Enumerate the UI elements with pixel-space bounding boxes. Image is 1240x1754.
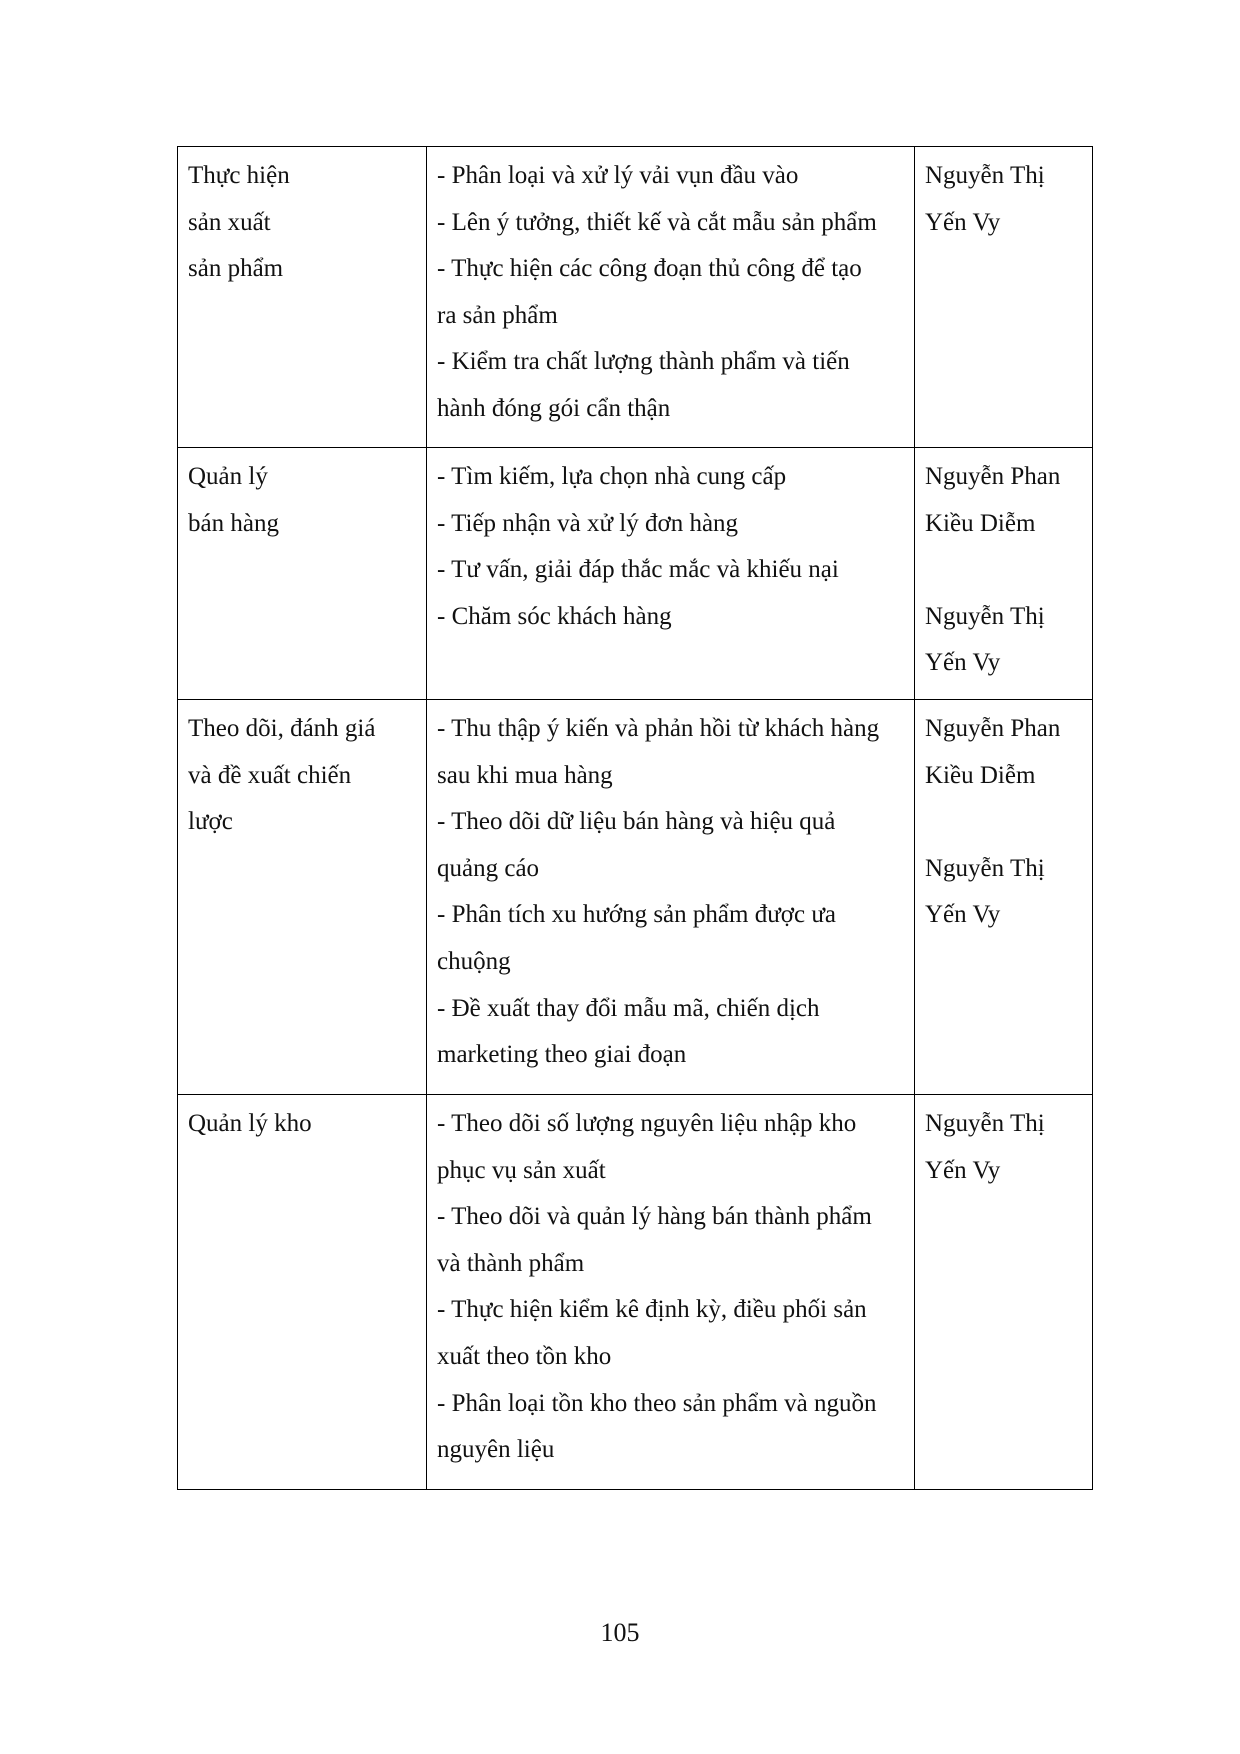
role-cell	[178, 1095, 427, 1490]
table-row	[178, 1095, 1093, 1490]
task-line: ra sản phẩm	[437, 301, 558, 329]
person-name: Yến Vy	[925, 649, 1001, 677]
table-row	[178, 147, 1093, 448]
table-row	[178, 700, 1093, 1095]
person-cell	[915, 1095, 1093, 1490]
role-cell	[178, 700, 427, 1095]
task-line: - Theo dõi dữ liệu bán hàng và hiệu quả	[437, 808, 836, 836]
task-line: - Thực hiện kiểm kê định kỳ, điều phối sản	[437, 1296, 867, 1324]
role-cell	[178, 147, 427, 448]
tasks-cell	[427, 1095, 915, 1490]
person-cell	[915, 448, 1093, 700]
task-line: - Thực hiện các công đoạn thủ công để tạo	[437, 255, 862, 283]
role-text: Quản lý kho	[188, 1110, 312, 1137]
person-name: Yến Vy	[925, 1156, 1001, 1184]
page-number: 105	[600, 1618, 640, 1647]
task-line: - Theo dõi và quản lý hàng bán thành phẩm	[437, 1203, 872, 1231]
person-name: Nguyễn Phan	[925, 463, 1061, 490]
task-line: và thành phẩm	[437, 1249, 585, 1277]
role-text: bán hàng	[188, 509, 279, 537]
person-name: Kiều Diễm	[925, 761, 1036, 789]
role-text: Quản lý	[188, 463, 268, 490]
role-cell	[178, 448, 427, 700]
tasks-cell	[427, 147, 915, 448]
task-line: - Đề xuất thay đổi mẫu mã, chiến dịch	[437, 994, 820, 1022]
task-line: - Phân tích xu hướng sản phẩm được ưa	[437, 901, 836, 929]
task-assignment-table	[177, 146, 1093, 1490]
person-name: Nguyễn Thị	[925, 1110, 1045, 1137]
task-line: nguyên liệu	[437, 1436, 555, 1464]
role-text: Theo dõi, đánh giá	[188, 715, 376, 742]
task-line: xuất theo tồn kho	[437, 1342, 612, 1370]
task-line: chuộng	[437, 947, 511, 975]
spacer	[925, 799, 1082, 846]
person-cell	[915, 147, 1093, 448]
person-cell	[915, 700, 1093, 1095]
task-line: - Phân loại và xử lý vải vụn đầu vào	[437, 162, 799, 189]
role-text: sản phẩm	[188, 255, 284, 283]
role-text: và đề xuất chiến	[188, 761, 352, 789]
task-line: - Chăm sóc khách hàng	[437, 602, 672, 630]
task-line: phục vụ sản xuất	[437, 1156, 606, 1184]
person-name: Yến Vy	[925, 208, 1001, 236]
task-line: - Tư vấn, giải đáp thắc mắc và khiếu nại	[437, 556, 839, 584]
task-line: marketing theo giai đoạn	[437, 1041, 687, 1069]
task-line: - Thu thập ý kiến và phản hồi từ khách hàng	[437, 715, 880, 742]
person-name: Nguyễn Thị	[925, 602, 1045, 630]
person-name: Nguyễn Thị	[925, 162, 1045, 189]
tasks-cell	[427, 700, 915, 1095]
role-text: Thực hiện	[188, 162, 290, 189]
spacer	[925, 547, 1082, 594]
person-name: Kiều Diễm	[925, 509, 1036, 537]
task-line: - Lên ý tưởng, thiết kế và cắt mẫu sản phẩm	[437, 208, 877, 236]
table-row	[178, 448, 1093, 700]
role-text: lược	[188, 808, 233, 836]
task-line: quảng cáo	[437, 854, 540, 882]
person-name: Nguyễn Phan	[925, 715, 1061, 742]
task-line: - Tìm kiếm, lựa chọn nhà cung cấp	[437, 463, 787, 490]
tasks-cell	[427, 448, 915, 700]
person-name: Yến Vy	[925, 901, 1001, 929]
person-name: Nguyễn Thị	[925, 854, 1045, 882]
task-line: - Tiếp nhận và xử lý đơn hàng	[437, 509, 739, 537]
task-line: hành đóng gói cẩn thận	[437, 394, 671, 422]
role-text: sản xuất	[188, 208, 271, 236]
task-line: - Kiểm tra chất lượng thành phẩm và tiến	[437, 348, 850, 376]
task-line: - Theo dõi số lượng nguyên liệu nhập kho	[437, 1110, 857, 1137]
task-line: sau khi mua hàng	[437, 761, 613, 789]
task-line: - Phân loại tồn kho theo sản phẩm và nguồn	[437, 1389, 877, 1417]
